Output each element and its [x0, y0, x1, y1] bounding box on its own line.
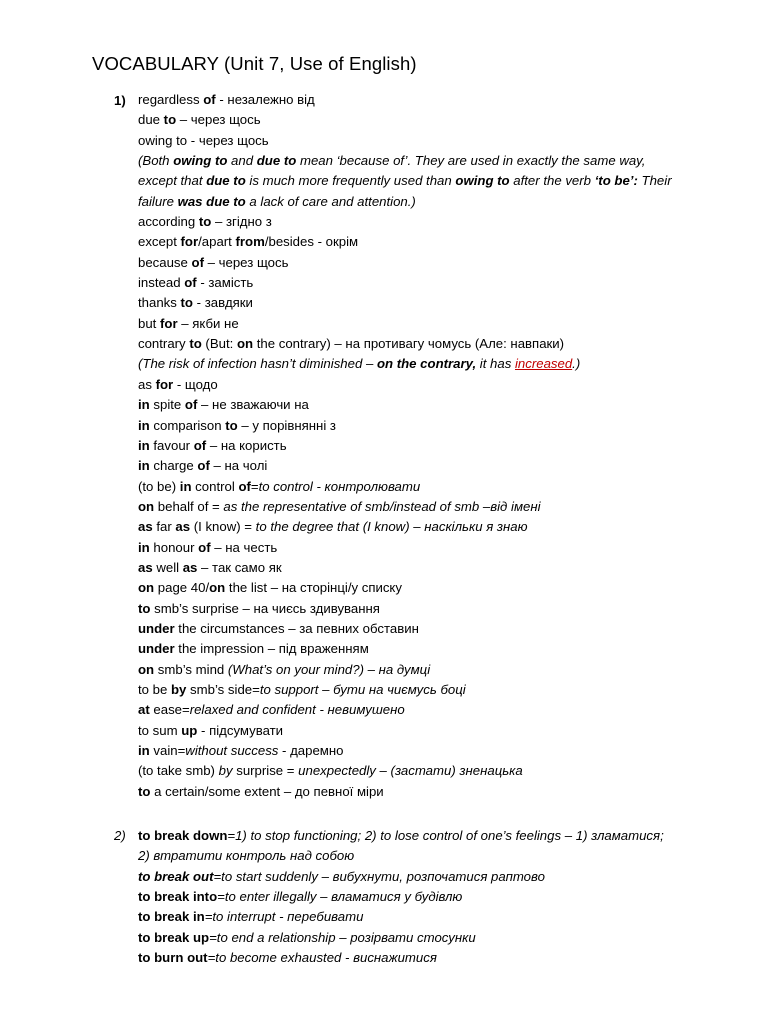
- text-run: /besides - окрім: [264, 234, 359, 250]
- text-run: to: [198, 214, 212, 230]
- text-run: to be: [138, 681, 171, 697]
- text-run: /apart: [198, 234, 236, 250]
- vocab-line: [138, 558, 728, 578]
- text-run: – на користь: [206, 437, 287, 453]
- text-run: without success: [185, 743, 279, 758]
- text-run: 2) втратити контроль над собою: [138, 848, 355, 864]
- text-run: increased: [514, 356, 573, 372]
- vocab-line: [138, 680, 728, 700]
- text-run: =to start suddenly – вибухнути, розпочатися раптово: [213, 868, 545, 884]
- text-run: =1) to stop functioning; 2) to lose control of one’s feelings – 1) зламатися;: [227, 828, 664, 843]
- text-run: failure: [138, 193, 178, 209]
- text-run: in: [138, 437, 150, 453]
- text-run: owing to: [455, 173, 510, 189]
- text-run: owing to: [173, 153, 228, 169]
- text-run: it has: [476, 356, 515, 372]
- text-run: from: [235, 234, 265, 250]
- text-run: as: [138, 559, 153, 575]
- text-run: on the contrary,: [376, 356, 477, 372]
- text-run: to: [163, 112, 177, 128]
- text-run: unexpectedly – (застати) зненацька: [298, 763, 523, 779]
- text-run: of: [238, 478, 251, 494]
- section-2-list: [138, 826, 728, 968]
- vocab-line: [138, 293, 728, 313]
- text-run: because: [138, 254, 192, 270]
- text-run: due to: [206, 173, 246, 189]
- text-run: a certain/some extent – до певної міри: [150, 783, 384, 799]
- text-run: control: [191, 478, 239, 494]
- text-run: in: [138, 397, 150, 413]
- vocab-line: [138, 761, 728, 781]
- text-run: - підсумувати: [197, 722, 284, 738]
- text-run: =to end a relationship – розірвати стосунки: [209, 929, 476, 945]
- text-run: to the degree that (I know) – наскільки я знаю: [255, 519, 528, 535]
- text-run: the list – на сторінці/у списку: [225, 580, 402, 596]
- text-run: relaxed and confident - невимушено: [189, 702, 405, 718]
- text-run: – якби не: [177, 315, 239, 331]
- text-run: by: [218, 763, 233, 779]
- text-run: mean ‘because of’. They are used in exactly the same way,: [296, 153, 646, 169]
- text-run: to: [225, 417, 238, 433]
- text-run: as: [138, 376, 156, 392]
- text-run: is much more frequently used than: [245, 173, 456, 189]
- vocab-line: [138, 599, 728, 619]
- text-run: was due to: [177, 193, 246, 209]
- text-run: after the verb: [509, 173, 595, 189]
- text-run: the contrary) – на противагу чомусь (Але: навпаки): [253, 336, 565, 352]
- text-run: according: [138, 214, 199, 230]
- text-run: =to become exhausted - виснажитися: [207, 950, 437, 966]
- text-run: of: [198, 539, 211, 555]
- text-run: to break down: [138, 828, 228, 843]
- vocab-line: [138, 887, 728, 907]
- vocab-line: [138, 273, 728, 293]
- text-run: instead: [138, 275, 185, 291]
- text-run: as: [138, 519, 153, 535]
- text-run: under: [138, 641, 175, 657]
- text-run: smb’s mind: [154, 661, 228, 677]
- text-run: and: [227, 153, 257, 169]
- text-run: to break in: [138, 909, 205, 925]
- text-run: on: [138, 580, 155, 596]
- text-run: - даремно: [278, 743, 344, 758]
- vocab-line: [138, 416, 728, 436]
- text-run: up: [181, 722, 198, 738]
- text-run: - незалежно від: [215, 92, 315, 107]
- text-run: =: [250, 478, 259, 494]
- text-run: to: [180, 295, 193, 311]
- vocab-line: [138, 928, 728, 948]
- text-run: (to take smb): [138, 763, 219, 779]
- text-run: on: [236, 336, 254, 352]
- vocab-line: [138, 907, 728, 927]
- vocab-line: [138, 314, 728, 334]
- vocab-line: [138, 660, 728, 680]
- text-run: in: [138, 539, 150, 555]
- text-run: .): [572, 356, 581, 372]
- text-run: far: [152, 519, 176, 535]
- vocab-line: [138, 826, 728, 846]
- text-run: for: [160, 315, 178, 331]
- vocab-line: [138, 477, 728, 497]
- text-run: ease=: [149, 702, 190, 718]
- text-run: – на честь: [210, 539, 278, 555]
- page-title: VOCABULARY (Unit 7, Use of English): [92, 53, 417, 74]
- text-run: honour: [149, 539, 199, 555]
- text-run: of: [203, 92, 216, 107]
- text-run: (But:: [201, 336, 237, 352]
- text-run: a lack of care and attention.): [245, 193, 416, 209]
- vocab-line: [138, 538, 728, 558]
- text-run: of: [193, 437, 207, 453]
- vocab-line: [138, 948, 728, 968]
- vocab-line: [138, 782, 728, 802]
- text-run: due to: [256, 153, 297, 169]
- vocab-line: [138, 639, 728, 659]
- vocab-line: [138, 619, 728, 639]
- text-run: of: [184, 275, 197, 291]
- text-run: behalf of =: [154, 498, 224, 514]
- text-run: ‘to be’:: [594, 173, 638, 189]
- text-run: in: [179, 478, 192, 494]
- vocab-line: [138, 110, 728, 130]
- text-run: as the representative of smb/instead of smb –від імені: [223, 498, 541, 514]
- vocab-line: [138, 867, 728, 887]
- text-run: (to be): [138, 478, 180, 494]
- text-run: to control - контролювати: [258, 478, 421, 494]
- text-run: =to enter illegally – вламатися у будівлю: [217, 889, 463, 905]
- text-run: – через щось: [176, 112, 261, 128]
- text-run: to: [138, 783, 151, 799]
- vocab-line: [138, 354, 728, 374]
- vocab-line: [138, 700, 728, 720]
- text-run: (I know) =: [190, 519, 256, 535]
- text-run: surprise =: [232, 763, 299, 779]
- text-run: of: [184, 397, 198, 413]
- text-run: to burn out: [138, 950, 208, 966]
- text-run: for: [180, 234, 199, 250]
- vocab-line: [138, 192, 728, 212]
- section-1-list: [138, 90, 728, 802]
- text-run: to break into: [138, 889, 218, 905]
- text-run: at: [138, 702, 150, 718]
- vocab-line: [138, 741, 728, 761]
- text-run: thanks: [138, 295, 181, 311]
- vocab-line: [138, 253, 728, 273]
- text-run: in: [138, 417, 150, 433]
- section-1-number: 1): [114, 93, 126, 108]
- text-run: spite: [149, 397, 185, 413]
- vocab-line: [138, 375, 728, 395]
- text-run: by: [171, 681, 187, 697]
- text-run: regardless: [138, 92, 204, 107]
- text-run: on: [209, 580, 226, 596]
- text-run: to sum: [138, 722, 182, 738]
- vocab-line: [138, 131, 728, 151]
- text-run: to break up: [138, 929, 210, 945]
- vocab-line: [138, 395, 728, 415]
- text-run: as: [175, 519, 191, 535]
- text-run: of: [191, 254, 204, 270]
- text-run: as: [182, 559, 198, 575]
- text-run: =to interrupt - перебивати: [204, 909, 364, 925]
- text-run: for: [155, 376, 174, 392]
- vocab-line: [138, 90, 728, 110]
- section-2-number: 2): [114, 828, 126, 843]
- text-run: under: [138, 620, 175, 636]
- text-run: the impression – під враженням: [174, 641, 369, 657]
- text-run: Their: [637, 173, 672, 189]
- text-run: (Both: [138, 153, 174, 169]
- text-run: - щодо: [173, 376, 218, 392]
- text-run: on: [138, 498, 155, 514]
- text-run: charge: [149, 458, 198, 474]
- vocab-line: [138, 232, 728, 252]
- text-run: the circumstances – за певних обставин: [174, 620, 419, 636]
- text-run: (The risk of infection hasn’t diminished –: [138, 356, 377, 372]
- text-run: on: [138, 661, 155, 677]
- text-run: to break out: [138, 868, 214, 884]
- vocab-line: [138, 151, 728, 171]
- vocab-line: [138, 456, 728, 476]
- text-run: contrary: [138, 336, 190, 352]
- text-run: to: [138, 600, 151, 616]
- vocab-line: [138, 517, 728, 537]
- vocab-line: [138, 497, 728, 517]
- text-run: smb’s surprise – на чиєсь здивування: [150, 600, 380, 616]
- text-run: favour: [149, 437, 194, 453]
- text-run: – на чолі: [209, 458, 268, 474]
- text-run: – через щось: [203, 254, 289, 270]
- vocab-line: [138, 578, 728, 598]
- text-run: but: [138, 315, 160, 331]
- text-run: to support – бути на чиємусь боці: [259, 681, 466, 697]
- vocab-line: [138, 334, 728, 354]
- vocab-line: [138, 212, 728, 232]
- text-run: – згідно з: [211, 214, 272, 230]
- text-run: to: [189, 336, 202, 352]
- text-run: in: [138, 743, 150, 758]
- text-run: (What’s on your mind?) – на думці: [227, 661, 431, 677]
- text-run: - замість: [196, 275, 254, 291]
- vocab-line: [138, 846, 728, 866]
- text-run: smb’s side=: [186, 681, 260, 697]
- text-run: of: [197, 458, 210, 474]
- vocab-line: [138, 436, 728, 456]
- text-run: – у порівнянні з: [237, 417, 336, 433]
- text-run: – так само як: [197, 559, 282, 575]
- text-run: vain=: [149, 743, 186, 758]
- text-run: – не зважаючи на: [197, 397, 309, 413]
- vocab-line: [138, 721, 728, 741]
- text-run: well: [152, 559, 183, 575]
- text-run: in: [138, 458, 150, 474]
- text-run: except: [138, 234, 181, 250]
- text-run: except that: [138, 173, 207, 189]
- text-run: due: [138, 112, 164, 128]
- text-run: owing to - через щось: [138, 132, 269, 148]
- text-run: comparison: [149, 417, 226, 433]
- text-run: - завдяки: [192, 295, 253, 311]
- text-run: page 40/: [154, 580, 210, 596]
- vocab-line: [138, 171, 728, 191]
